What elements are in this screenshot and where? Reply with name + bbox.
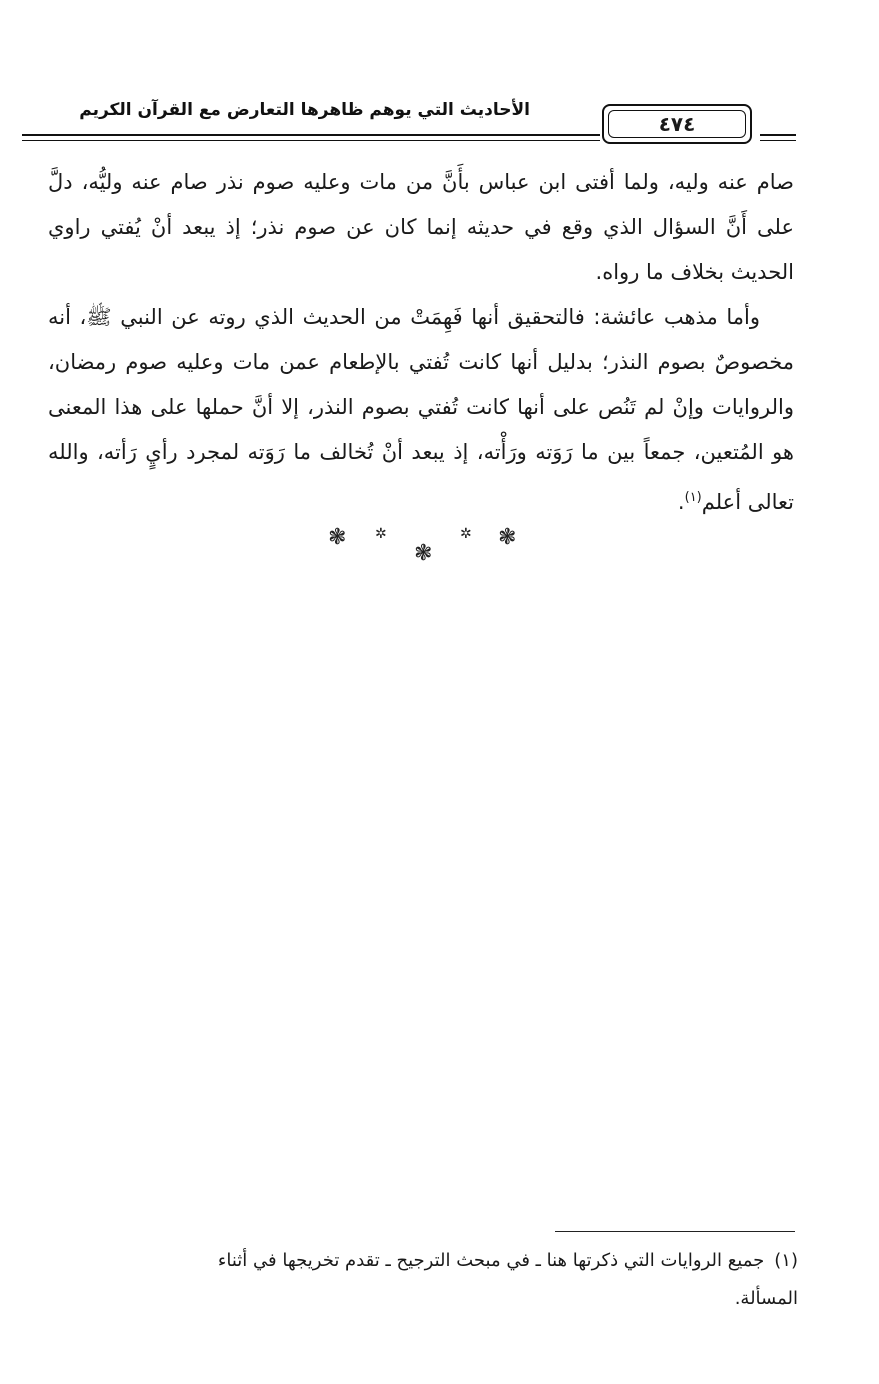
page-number: ٤٧٤ <box>658 112 696 136</box>
footnote <box>48 1242 798 1318</box>
header-rule-thin <box>22 140 600 141</box>
running-header <box>22 94 796 154</box>
footnote-reference[interactable]: (١) <box>684 490 702 505</box>
header-rule-thick <box>22 134 600 136</box>
page-number-frame-inner <box>608 110 746 138</box>
footnote-line-continued: المسألة. <box>734 1288 798 1309</box>
footnote-separator <box>555 1231 795 1232</box>
header-rule-right-thick <box>760 134 796 136</box>
ornament-star-icon: ❃ <box>414 541 433 566</box>
ornament-star-icon: ✲ <box>375 526 387 542</box>
paragraph-2-text: وأما مذهب عائشة: فالتحقيق أنها فَهِمَتْ من الحديث الذي روته عن النبي ﷺ، أنه مخصوصٌ بصوم النذر؛ بدليل أنها كانت تُفتي بالإطعام عمن مات وعليه صوم رمضان، والروايات وإنْ لم تَنُص على أنها كانت تُفتي بصوم النذر، إلا أنَّ حملها على هذا المعنى هو المُتعين، جمعاً بين ما رَوَته ورَأْته، إذ يبعد أنْ تُخالف ما رَوَته لمجرد رأيٍ رَأته، والله تعالى أعلم <box>48 305 794 514</box>
footnote-text: جميع الروايات التي ذكرتها هنا ـ في مبحث الترجيح ـ تقدم تخريجها في أثناء <box>217 1250 765 1271</box>
ornament-star-icon: ❃ <box>498 525 517 550</box>
paragraph-2 <box>48 295 794 525</box>
paragraph-1: صام عنه وليه، ولما أفتى ابن عباس بأَنَّ من مات وعليه صوم نذر صام عنه وليُّه، دلَّ على أَنَّ السؤال الذي وقع في حديثه إنما كان عن صوم نذر؛ إذ يبعد أنْ يُفتي راوي الحديث بخلاف ما رواه. <box>48 170 794 284</box>
ornament-star-icon: ✲ <box>460 526 472 542</box>
footnote-line <box>48 1242 798 1280</box>
paragraph-2-end: . <box>677 490 685 514</box>
footnote-marker: (١) <box>774 1250 798 1271</box>
running-title: الأحاديث التي يوهم ظاهرها التعارض مع القرآن الكريم <box>79 100 530 120</box>
section-ornament <box>0 525 879 575</box>
ornament-star-icon: ❃ <box>328 525 347 550</box>
page-number-frame <box>602 104 752 144</box>
main-text <box>48 160 794 525</box>
header-rule-right-thin <box>760 140 796 141</box>
